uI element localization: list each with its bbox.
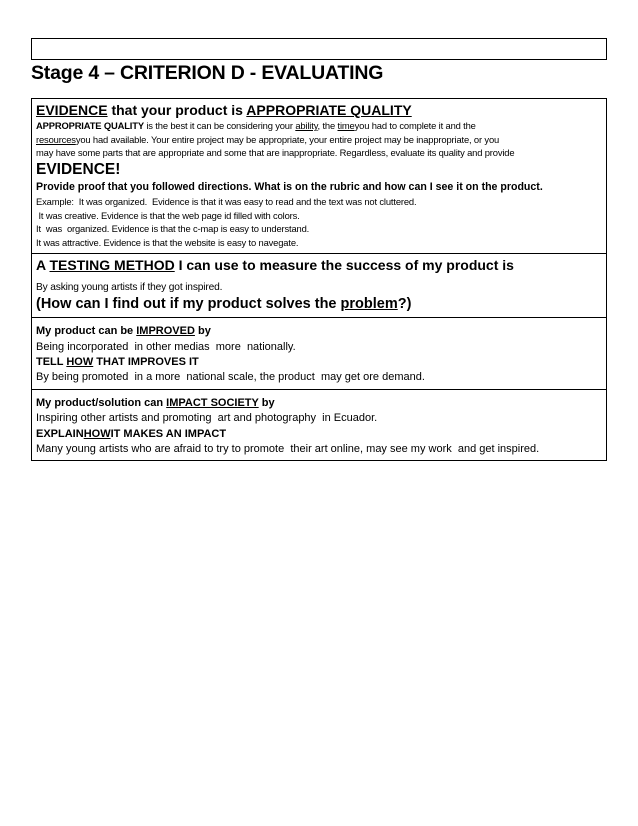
- stage-title: Stage 4 – CRITERION D - EVALUATING: [31, 62, 384, 84]
- example-line: It was attractive. Evidence is that the website is easy to navegate.: [36, 236, 299, 248]
- evidence-section: [32, 99, 606, 253]
- improved-section: [32, 317, 606, 389]
- quality-definition-line-3: may have some parts that are appropriate and some that are inappropriate. Regardless, evaluate its quality and provide: [36, 147, 515, 159]
- evidence-heading: EVIDENCE that your product is APPROPRIATE QUALITY: [36, 102, 412, 118]
- evidence-label: EVIDENCE!: [36, 160, 121, 178]
- improved-answer: Being incorporated in other medias more nationally.: [36, 340, 296, 353]
- explain-impact-heading: EXPLAINHOWIT MAKES AN IMPACT: [36, 427, 227, 440]
- tell-how-heading: TELL HOW THAT IMPROVES IT: [36, 355, 199, 368]
- improved-heading: My product can be IMPROVED by: [36, 325, 211, 338]
- impact-answer: Inspiring other artists and promoting art and photography in Ecuador.: [36, 412, 378, 425]
- example-line: It was creative. Evidence is that the web page id filled with colors.: [36, 209, 300, 221]
- name-field-box: [31, 38, 607, 60]
- testing-method-question: (How can I find out if my product solves the problem?): [36, 296, 412, 313]
- impact-section: [32, 389, 606, 461]
- testing-method-heading: A TESTING METHOD I can use to measure the success of my product is: [36, 256, 514, 273]
- quality-definition-line-1: APPROPRIATE QUALITY is the best it can be considering your ability, the timeyou had to complete it and the: [36, 120, 476, 131]
- explain-impact-answer: Many young artists who are afraid to try to promote their art online, may see my work and get inspired.: [36, 443, 540, 455]
- example-line: It was organized. Evidence is that the c-map is easy to understand.: [36, 223, 310, 235]
- impact-heading: My product/solution can IMPACT SOCIETY by: [36, 396, 275, 409]
- testing-method-section: [32, 253, 606, 318]
- tell-how-answer: By being promoted in a more national scale, the product may get ore demand.: [36, 371, 425, 384]
- testing-method-answer: By asking young artists if they got inspired.: [36, 281, 223, 293]
- example-line: Example: It was organized. Evidence is that it was easy to read and the text was not cluttered.: [36, 196, 417, 208]
- evaluation-table: [31, 98, 607, 461]
- directions-prompt: Provide proof that you followed directions. What is on the rubric and how can I see it on the product.: [36, 180, 543, 193]
- quality-definition-line-2: resourcesyou had available. Your entire project may be appropriate, your entire project may be inappropriate, or you: [36, 133, 500, 145]
